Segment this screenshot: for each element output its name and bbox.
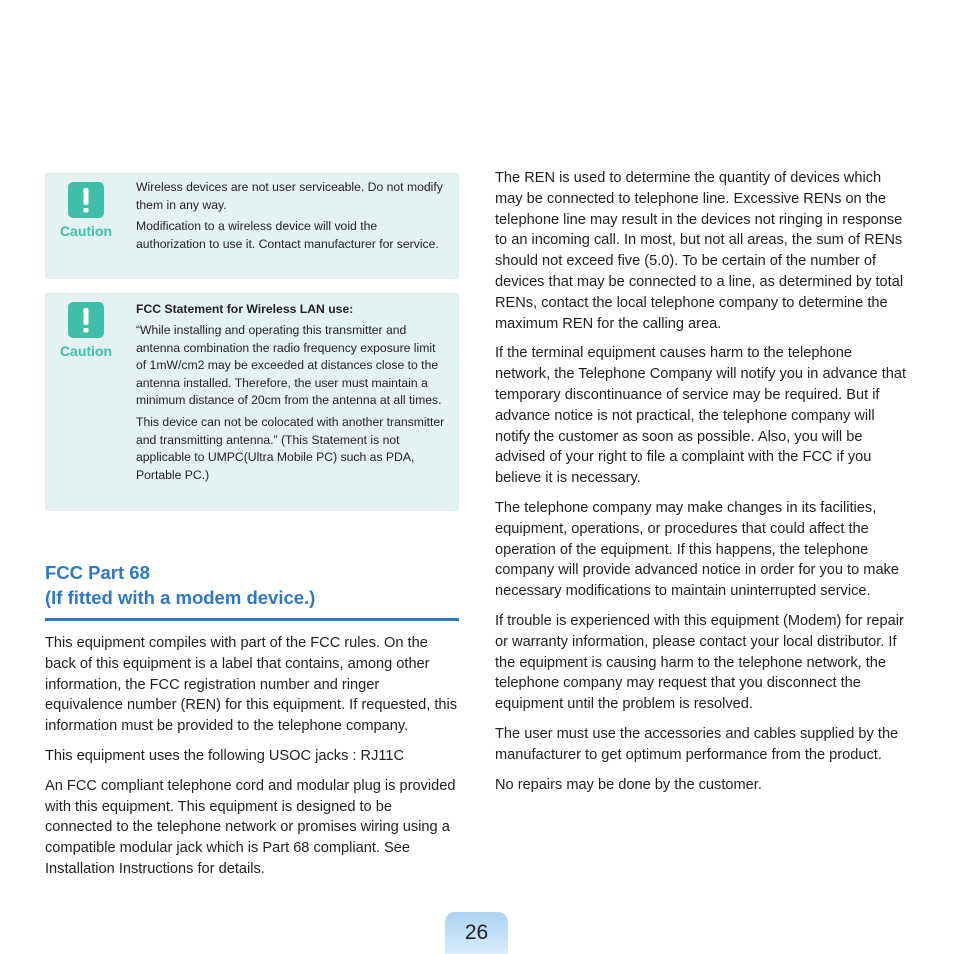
caution-text: “While installing and operating this transmitter and antenna combination the radio frequency exposure limit of 1mW/cm2 may be exceeded at distances close to the antenna installed. Therefore, the user must maintain a minimum distance of 20cm from the antenna at all times. <box>136 323 442 408</box>
body-paragraph: If the terminal equipment causes harm to the telephone network, the Telephone Company will notify you in advance that temporary discontinuance of service may be required. But if advance notice is not practical, the telephone company will notify the customer as soon as possible. Also, you will be advised of your right to file a complaint with the FCC if you believe it is necessary. <box>495 345 907 487</box>
body-paragraph: This equipment uses the following USOC jacks : RJ11C <box>45 747 405 764</box>
caution-text: Wireless devices are not user serviceable. Do not modify them in any way. <box>136 180 443 212</box>
body-paragraph: The REN is used to determine the quantity of devices which may be connected to telephone line. Excessive RENs on the telephone line may result in the devices not ringing in response to an incoming call. In most, but not all areas, the sum of RENs should not exceed five (5.0). To be certain of the number of devices that may be connected to a line, as determined by total RENs, contact the local telephone company to determine the maximum REN for the calling area. <box>495 170 904 332</box>
caution-text: Modification to a wireless device will void the authorization to use it. Contact manufacturer for service. <box>136 219 439 251</box>
body-paragraph: An FCC compliant telephone cord and modular plug is provided with this equipment. This equipment is designed to be connected to the telephone network or promises wiring using a compatible modular jack which is Part 68 compliant. See Installation Instructions for details. <box>45 777 456 877</box>
caution-label: Caution <box>59 343 113 359</box>
caution-heading: FCC Statement for Wireless LAN use: <box>136 302 354 316</box>
left-column <box>45 173 459 889</box>
exclamation-icon <box>68 182 104 218</box>
body-paragraph: If trouble is experienced with this equipment (Modem) for repair or warranty information, please contact your local distributor. If the equipment is causing harm to the telephone network, the telephone company may request that you disconnect the equipment until the problem is resolved. <box>495 612 904 713</box>
body-paragraph: The telephone company may make changes in its facilities, equipment, operations, or procedures that could affect the operation of the equipment. If this happens, the telephone company will provide advanced notice in order for you to make necessary modifications to maintain uninterrupted service. <box>495 499 899 600</box>
caution-box-fcc-wlan <box>45 293 459 511</box>
body-paragraph: The user must use the accessories and cables supplied by the manufacturer to get optimum performance from the product. <box>495 725 899 763</box>
section-title <box>45 561 459 621</box>
section-title-line-2: (If fitted with a modem device.) <box>45 586 316 608</box>
page-number: 26 <box>464 921 489 944</box>
right-column <box>495 168 911 804</box>
exclamation-icon <box>68 302 104 338</box>
body-paragraph: No repairs may be done by the customer. <box>495 776 762 793</box>
caution-text: This device can not be colocated with another transmitter and transmitting antenna.” (This Statement is not applicable to UMPC(Ultra Mobile PC) such as PDA, Portable PC.) <box>136 414 445 482</box>
caution-box-wireless <box>45 173 459 279</box>
body-paragraph: This equipment compiles with part of the FCC rules. On the back of this equipment is a label that contains, among other information, the FCC registration number and ringer equivalence number (REN) for this equipment. If requested, this information must be provided to the telephone company. <box>45 635 458 735</box>
caution-label: Caution <box>59 223 113 239</box>
section-title-line-1: FCC Part 68 <box>45 562 150 583</box>
